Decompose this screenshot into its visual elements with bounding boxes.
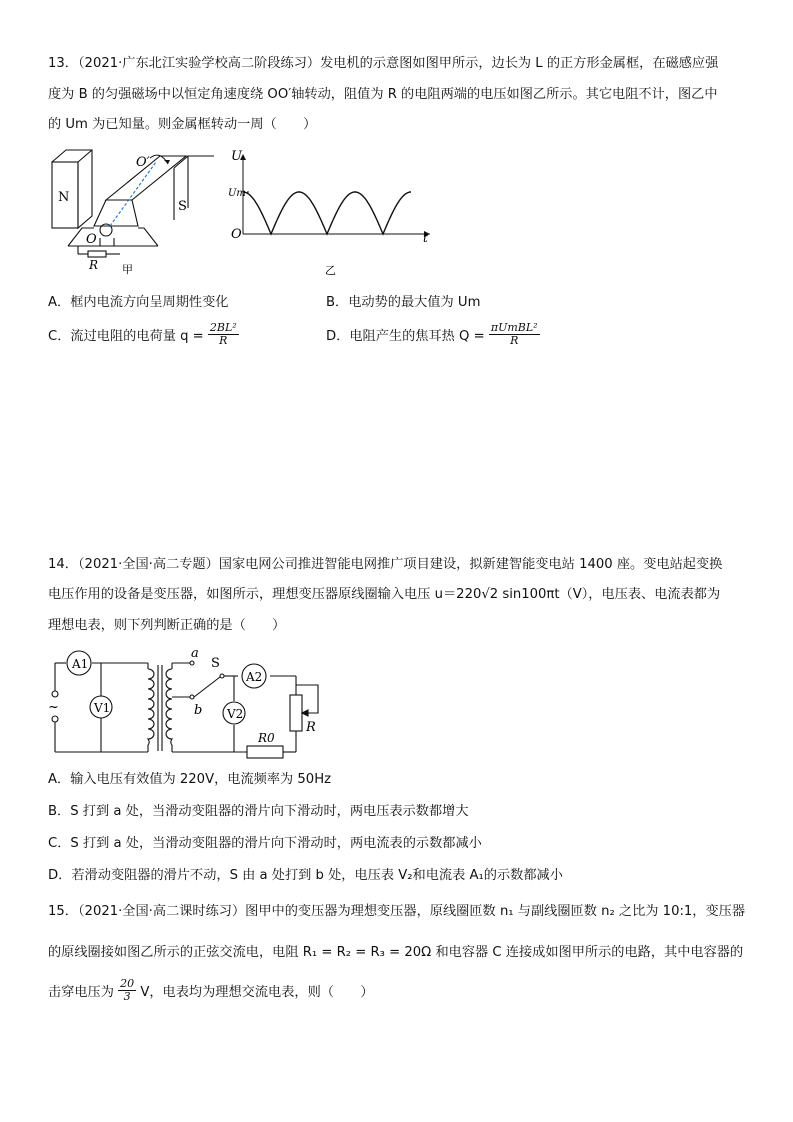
q13-option-b: B．电动势的最大值为 Um xyxy=(326,295,481,310)
terminal-a-label: a xyxy=(191,646,199,661)
q13-line-3: 的 Um 为已知量。则金属框转动一周（ ） xyxy=(48,117,317,132)
q13-line-2: 度为 B 的匀强磁场中以恒定角速度绕 OO′轴转动，阻值为 R 的电阻两端的电压如图乙所示。其它电阻不计，图乙中 xyxy=(48,87,718,102)
ammeter-a1-label: A1 xyxy=(72,657,89,671)
north-pole-label: N xyxy=(58,190,70,205)
figure-yi-caption: 乙 xyxy=(325,264,336,277)
axis-t-label: t xyxy=(423,231,428,245)
q13-option-c: C．流过电阻的电荷量 q = $\frac{\text{2BL²}}{R}$ xyxy=(48,321,237,347)
q13-line-1: 13．（2021·广东北江实验学校高二阶段练习）发电机的示意图如图甲所示，边长为 L 的正方形金属框，在磁感应强 xyxy=(48,56,719,71)
q14-option-c: C．S 打到 a 处，当滑动变阻器的滑片向下滑动时，两电流表的示数都减小 xyxy=(48,836,482,851)
q15-line-3: 击穿电压为 $\frac{20}{3}$ V，电表均为理想交流电表，则（ ） xyxy=(48,977,374,1003)
q14-option-d: D．若滑动变阻器的滑片不动，S 由 a 处打到 b 处，电压表 V₂和电流表 A₁的示数都减小 xyxy=(48,868,563,883)
origin-label: O xyxy=(231,227,242,242)
q14-line-1: 14．（2021·全国·高二专题）国家电网公司推进智能电网推广项目建设，拟新建智能变电站 1400 座。变电站起变换 xyxy=(48,557,723,572)
q15-line-1: 15．（2021·全国·高二课时练习）图甲中的变压器为理想变压器，原线圈匝数 n₁ 与副线圈匝数 n₂ 之比为 10:1，变压器 xyxy=(48,904,746,919)
axis-um-label: Um xyxy=(228,188,246,199)
q13-option-a: A．框内电流方向呈周期性变化 xyxy=(48,295,229,310)
axis-u-label: U xyxy=(231,149,242,164)
south-pole-label: S xyxy=(178,199,187,214)
q14-line-3: 理想电表，则下列判断正确的是（ ） xyxy=(48,618,286,633)
transformer-circuit xyxy=(40,645,340,760)
q13-option-c-fraction: $\frac{\text{2BL²}}{R}$ xyxy=(209,321,237,347)
rheostat-r-label: R xyxy=(306,720,316,735)
figure-jia-caption: 甲 xyxy=(122,263,133,276)
rectified-sine-curve xyxy=(243,192,411,234)
generator-diagram xyxy=(48,148,228,276)
q14-line-2: 电压作用的设备是变压器，如图所示，理想变压器原线圈输入电压 u＝220√2 sin100πt（V），电压表、电流表都为 xyxy=(48,587,721,602)
q15-breakdown-voltage-fraction: $\frac{20}{3}$ xyxy=(120,977,135,1003)
axis-o-label: O xyxy=(86,232,97,247)
voltmeter-v1-label: V1 xyxy=(94,701,111,715)
axis-o-prime-label: O′ xyxy=(136,155,150,170)
q13-option-d: D．电阻产生的焦耳热 Q = $\frac{\text{πUmBL²}}{R}$ xyxy=(326,321,538,347)
switch-s-label: S xyxy=(211,656,220,671)
ac-source-symbol: ~ xyxy=(48,700,59,715)
q15-line-2: 的原线圈接如图乙所示的正弦交流电，电阻 R₁ = R₂ = R₃ = 20Ω 和电容器 C 连接成如图甲所示的电路，其中电容器的 xyxy=(48,945,744,960)
terminal-b-label: b xyxy=(194,703,203,718)
q14-option-a: A．输入电压有效值为 220V，电流频率为 50Hz xyxy=(48,772,332,787)
resistor-r-label: R xyxy=(89,258,99,272)
voltage-graph xyxy=(228,148,438,278)
q13-option-d-fraction: $\frac{\text{πUmBL²}}{R}$ xyxy=(490,321,538,347)
voltmeter-v2-label: V2 xyxy=(227,707,244,721)
q14-option-b: B．S 打到 a 处，当滑动变阻器的滑片向下滑动时，两电压表示数都增大 xyxy=(48,804,469,819)
resistor-r0-label: R0 xyxy=(258,731,275,745)
ammeter-a2-label: A2 xyxy=(246,670,263,684)
